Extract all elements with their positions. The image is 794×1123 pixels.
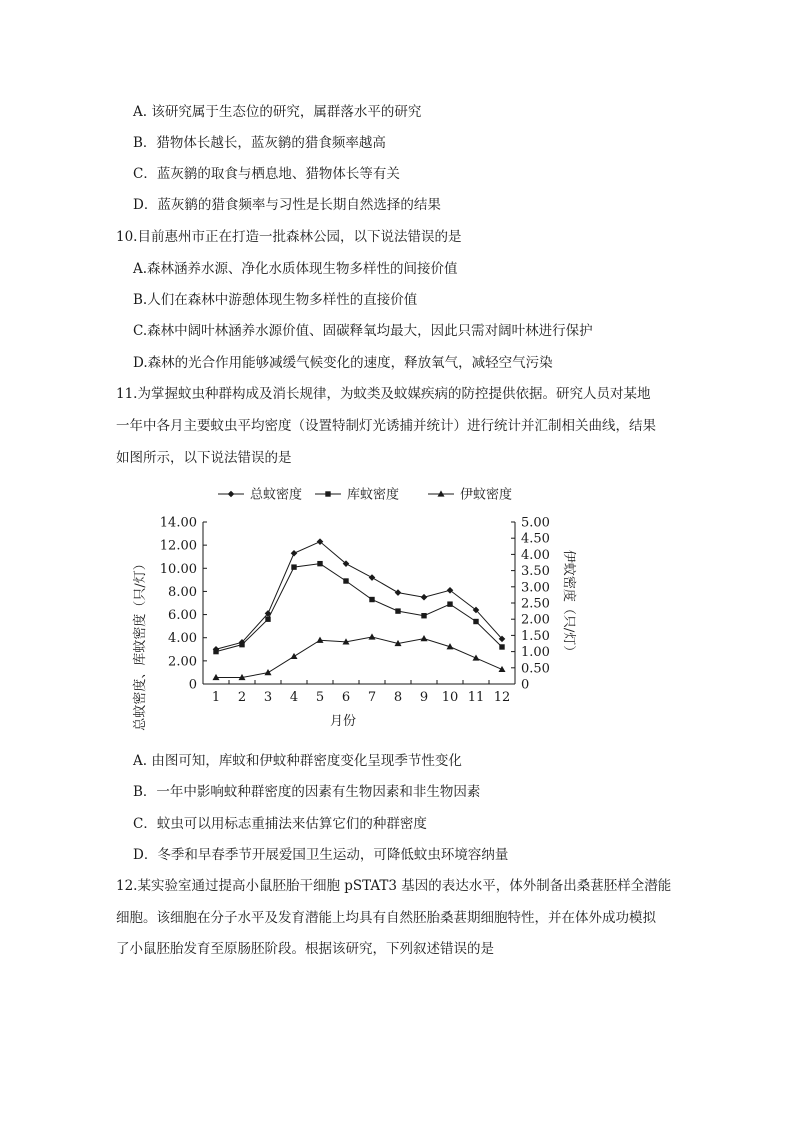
chart-axes [203, 522, 515, 684]
series-line [216, 564, 502, 652]
right-tick-label: 2.50 [521, 596, 550, 612]
left-tick-label: 2.00 [168, 654, 197, 670]
q12-stem-line-2: 细胞。该细胞在分子水平及发育潜能上均具有自然胚胎桑葚期细胞特性，并在体外成功模拟 [116, 910, 656, 926]
q9-option-c: C．蓝灰鹟的取食与栖息地、猎物体长等有关 [133, 166, 400, 182]
data-point [447, 601, 452, 606]
q10-option-c: C.森林中阔叶林涵养水源价值、固碳释氧均最大，因此只需对阔叶林进行保护 [133, 323, 593, 339]
x-tick-label: 12 [493, 690, 511, 705]
series-line [216, 542, 502, 650]
data-point [317, 561, 322, 566]
q11-stem-line-1: 11.为掌握蚊虫种群构成及消长规律，为蚊类及蚊媒疾病的防控提供依据。研究人员对某地 [116, 386, 651, 402]
right-tick-label: 3.00 [521, 580, 550, 596]
x-tick-label: 11 [467, 690, 485, 705]
q9-option-a: A. 该研究属于生态位的研究，属群落水平的研究 [133, 104, 422, 120]
right-axis-ticks [511, 516, 550, 693]
q12-stem-line-1: 12.某实验室通过提高小鼠胚胎干细胞 pSTAT3 基因的表达水平，体外制备出桑葚胚样全潜能 [116, 878, 672, 894]
data-point [239, 642, 244, 647]
legend-label: 总蚊密度 [250, 487, 303, 503]
q11-stem-line-3: 如图所示，以下说法错误的是 [116, 450, 292, 466]
q10-option-d: D.森林的光合作用能够减缓气候变化的速度，释放氧气，减轻空气污染 [133, 355, 553, 371]
right-tick-label: 0.50 [521, 661, 550, 677]
mosquito-density-chart [120, 482, 590, 732]
data-point [265, 669, 272, 675]
right-tick-label: 3.50 [521, 564, 550, 580]
data-point [421, 594, 428, 601]
left-axis-label: 总蚊密度、库蚊密度（只/灯） [133, 557, 148, 731]
right-tick-label: 1.50 [521, 628, 550, 644]
left-tick-label: 4.00 [168, 631, 197, 647]
x-tick-label: 1 [211, 690, 221, 705]
q11-stem-line-2: 一年中各月主要蚊虫平均密度（设置特制灯光诱捕并统计）进行统计并汇制相关曲线，结果 [116, 418, 656, 434]
data-point [291, 550, 298, 557]
legend-marker [228, 491, 235, 498]
q11-option-c: C．蚊虫可以用标志重捕法来估算它们的种群密度 [133, 816, 427, 832]
data-point [213, 649, 218, 654]
data-point [499, 644, 504, 649]
chart-series [213, 538, 506, 680]
q9-option-b: B．猎物体长越长，蓝灰鹟的猎食频率越高 [133, 135, 386, 151]
right-tick-label: 2.00 [521, 612, 550, 628]
data-point [291, 653, 298, 659]
x-tick-label: 2 [237, 690, 247, 705]
x-tick-label: 6 [341, 690, 351, 705]
data-point [369, 597, 374, 602]
x-tick-label: 10 [441, 690, 459, 705]
data-point [265, 617, 270, 622]
data-point [317, 637, 324, 643]
q10-stem: 10.目前惠州市正在打造一批森林公园，以下说法错误的是 [116, 229, 462, 245]
q11-option-a: A. 由图可知，库蚊和伊蚊种群密度变化呈现季节性变化 [133, 753, 462, 769]
chart-legend [218, 487, 512, 503]
x-axis-label: 月份 [329, 714, 357, 729]
left-tick-label: 0 [188, 677, 197, 693]
series-2 [213, 561, 504, 654]
q9-option-d: D．蓝灰鹟的猎食频率与习性是长期自然选择的结果 [133, 197, 441, 213]
data-point [473, 654, 480, 660]
right-tick-label: 1.00 [521, 645, 550, 661]
left-tick-label: 8.00 [168, 584, 197, 600]
data-point [395, 608, 400, 613]
data-point [421, 635, 428, 641]
data-point [499, 666, 506, 672]
right-axis-label: 伊蚊密度（只/灯） [561, 549, 576, 659]
left-tick-label: 12.00 [159, 538, 197, 554]
legend-marker [325, 491, 330, 496]
right-tick-label: 4.50 [521, 531, 550, 547]
x-tick-label: 5 [315, 690, 325, 705]
x-tick-label: 3 [263, 690, 273, 705]
x-tick-label: 4 [289, 690, 299, 705]
legend-label: 库蚊密度 [347, 487, 400, 503]
series-1 [213, 538, 506, 652]
left-axis-ticks [160, 516, 207, 693]
x-tick-label: 7 [367, 690, 377, 705]
right-tick-label: 0 [521, 677, 530, 693]
q10-option-a: A.森林涵养水源、净化水质体现生物多样性的间接价值 [133, 261, 458, 277]
left-tick-label: 14.00 [159, 515, 197, 531]
left-tick-label: 6.00 [168, 608, 197, 624]
x-tick-label: 9 [419, 690, 429, 705]
series-3 [213, 633, 506, 680]
q12-stem-line-3: 了小鼠胚胎发育至原肠胚阶段。根据该研究，下列叙述错误的是 [116, 941, 494, 957]
series-line [216, 637, 502, 678]
legend-label: 伊蚊密度 [460, 487, 513, 503]
right-tick-label: 5.00 [521, 515, 550, 531]
right-tick-label: 4.00 [521, 547, 550, 563]
data-point [343, 578, 348, 583]
q11-option-d: D．冬季和早春季节开展爱国卫生运动，可降低蚊虫环境容纳量 [133, 847, 509, 863]
q10-option-b: B.人们在森林中游憩体现生物多样性的直接价值 [133, 292, 418, 308]
data-point [369, 633, 376, 639]
data-point [369, 574, 376, 581]
left-tick-label: 10.00 [159, 561, 197, 577]
q11-option-b: B．一年中影响蚊种群密度的因素有生物因素和非生物因素 [133, 784, 481, 800]
data-point [395, 589, 402, 596]
data-point [291, 564, 296, 569]
x-tick-label: 8 [393, 690, 403, 705]
data-point [421, 613, 426, 618]
data-point [473, 619, 478, 624]
